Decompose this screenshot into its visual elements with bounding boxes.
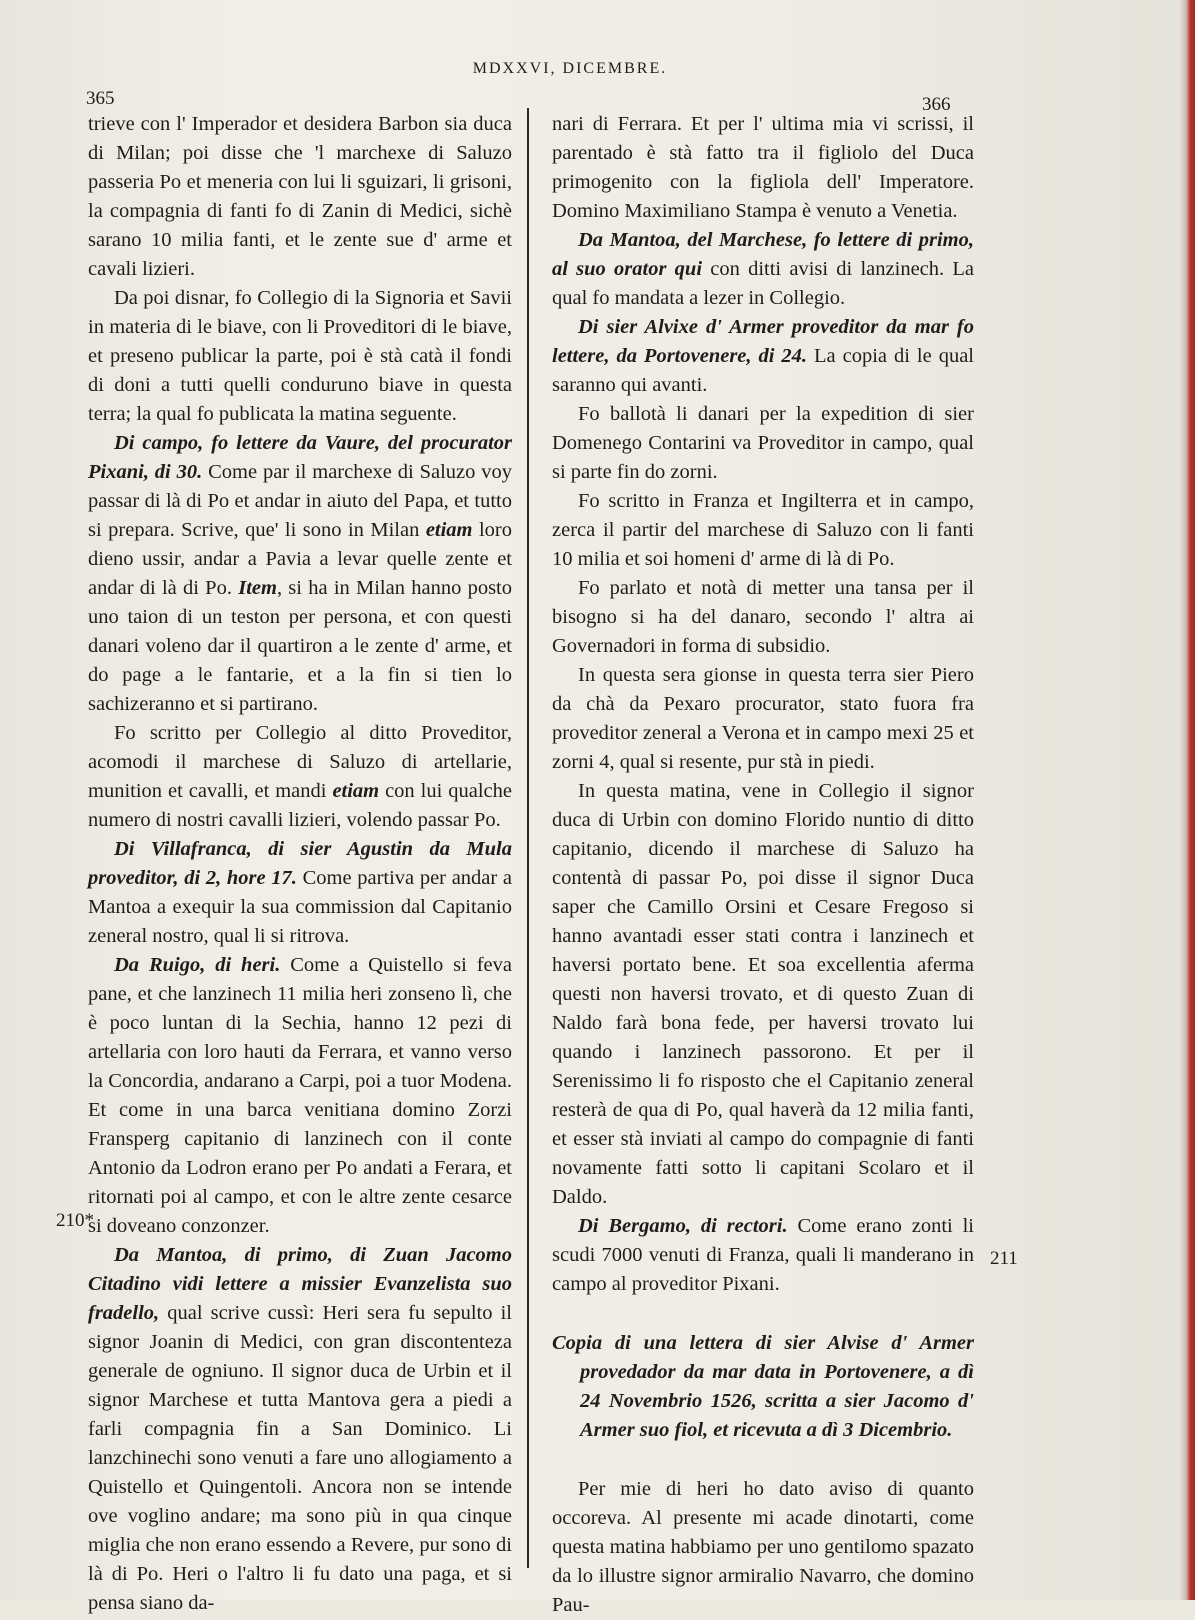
paragraph	[552, 226, 974, 313]
italic-word: etiam	[332, 780, 380, 802]
italic-word: Item	[238, 577, 277, 599]
paragraph-lead: Da Mantoa, di primo, di Zuan Jacomo Citadino vidi lettere a missier Evanzelista suo fradello,	[88, 1244, 512, 1324]
paragraph	[88, 429, 512, 719]
paragraph: In questa matina, vene in Collegio il signor duca di Urbin con domino Florido nuntio di ditto capitanio, dicendo il marchese di Saluzo ha contentà di passar Po, poi disse il signor Duca saper che Camillo Orsini et Cesare Fregoso si hanno avantadi esser stati contra i lanzinech et haversi portato bene. Et soa excellentia aferma questi non haversi trovato, et di questo Zuan di Naldo farà bona fede, per haversi trovato lui quando i lanzinech passorono. Et per il Serenissimo li fo risposto che el Capitanio zeneral resterà de qua di Po, qual haverà da 12 milia fanti, et esser stà inviati al campo do compagnie di fanti novamente fatti sotto li capitani Scolaro et il Daldo.	[552, 780, 974, 1208]
paragraph-lead: Di campo, fo lettere da Vaure, del procurator Pixani, di 30.	[88, 432, 512, 483]
paragraph	[88, 1241, 512, 1618]
column-divider	[527, 108, 529, 1568]
paragraph-text: con lui qualche numero di nostri cavalli lizieri, volendo passar Po.	[88, 780, 512, 831]
paragraph: trieve con l' Imperador et desidera Barbon sia duca di Milan; poi disse che 'l marchexe di Saluzo passeria Po et meneria con lui li sguizari, li grisoni, la compagnia di fanti fo di Zanin di Medici, sichè sarano 10 milia fanti, et le zente sue d' arme et cavali lizieri.	[88, 113, 512, 280]
right-column-number: 366	[922, 94, 951, 115]
paragraph-text: loro dieno ussir, andar a Pavia a levar quelle zente et andar di là di Po.	[88, 519, 512, 599]
paragraph-text: con ditti avisi di lanzinech. La qual fo mandata a lezer in Collegio.	[552, 258, 975, 309]
paragraph-lead: Da Mantoa, del Marchese, fo lettere di primo, al suo orator qui	[552, 229, 974, 280]
paragraph	[88, 951, 512, 1241]
paragraph-lead: Di Villafranca, di sier Agustin da Mula proveditor, di 2, hore 17.	[88, 838, 512, 889]
paragraph-text: Come a Quistello si feva pane, et che lanzinech 11 milia heri zonseno lì, che è poco luntan di la Sechia, hanno 12 pezi di artellaria con loro hauti da Ferrara, et vanno verso la Concordia, andarano a Carpi, poi a tuor Modena. Et come in una barca venitiana domino Zorzi Fransperg capitanio di lanzinech con il conte Antonio da Lodron erano per Po andati a Ferara, et ritornati poi al campo, et con le altre zente cesarce si doveano conzonzer.	[88, 954, 512, 1237]
left-column-number: 365	[86, 88, 115, 109]
paragraph: Fo parlato et notà di metter una tansa per il bisogno si ha del danaro, secondo l' altra ai Governadori in forma di subsidio.	[552, 577, 974, 657]
paragraph-text: Fo scritto per Collegio al ditto Proveditor, acomodi il marchese di Saluzo di artellarie, munition et cavalli, et mandi	[88, 722, 512, 802]
paragraph-text: qual scrive cussì: Heri sera fu sepulto il signor Joanin di Medici, con gran discontenteza generale de ogniuno. Il signor duca de Urbin et il signor Marchese et tutta Mantova gera a piedi a farli compagnia fin a San Dominico. Li lanzchinechi sono venuti a fare uno allogiamento a Quistello et Quingentoli. Ancora non se intende ove voglino andare; ma sono più in qua cinque miglia che non erano essendo a Revere, pur sono di là di Po. Heri o l'altro li fu dato una paga, et si pensa siano da-	[88, 1302, 512, 1614]
paragraph	[88, 719, 512, 835]
paragraph: Per mie di heri ho dato aviso di quanto occoreva. Al presente mi acade dinotarti, come questa matina habbiamo per uno gentilomo spazato da lo illustre signor armiralio Navarro, che domino Pau-	[552, 1478, 974, 1616]
paragraph: Da poi disnar, fo Collegio di la Signoria et Savii in materia di le biave, con li Proveditori di le biave, et preseno publicar la parte, poi è stà catà il fondi di doni a tutti quelli conduruno biave in questa terra; la qual fo publicata la matina seguente.	[88, 287, 512, 425]
paragraph-text: Come partiva per andar a Mantoa a exequir la sua commission dal Capitanio zeneral nostro, qual li si ritrova.	[88, 867, 512, 947]
paragraph-lead: Di Bergamo, di rectori.	[578, 1215, 788, 1237]
paragraph: nari di Ferrara. Et per l' ultima mia vi scrissi, il parentado è stà fatto tra il figliolo del Duca primogenito con la figliola dell' Imperatore. Domino Maximiliano Stampa è venuto a Venetia.	[552, 113, 974, 222]
paragraph: Fo ballotà li danari per la expedition di sier Domenego Contarini va Proveditor in campo, qual si parte fin do zorni.	[552, 403, 974, 483]
paragraph: Fo scritto in Franza et Ingilterra et in campo, zerca il partir del marchese di Saluzo con li fanti 10 milia et soi homeni d' arme di là di Po.	[552, 490, 974, 570]
paragraph-text: Come erano zonti li scudi 7000 venuti di Franza, quali li manderano in campo al proveditor Pixani.	[552, 1215, 975, 1295]
paragraph	[88, 835, 512, 951]
paragraph-lead: Da Ruigo, di heri.	[114, 954, 281, 976]
italic-word: etiam	[425, 519, 473, 541]
paragraph-text: Come par il marchexe di Saluzo voy passar di là di Po et andar in aiuto del Papa, et tutto si prepara. Scrive, que' li sono in Milan	[88, 461, 512, 541]
letter-heading: Copia di una lettera di sier Alvise d' Armer provedador da mar data in Portovenere, a dì 24 Novembrio 1526, scritta a sier Jacomo d' Armer suo fiol, et ricevuta a dì 3 Dicembrio.	[552, 1332, 974, 1441]
paragraph-text: La copia di le qual saranno qui avanti.	[552, 345, 974, 396]
book-binding-edge	[1179, 0, 1195, 1600]
paragraph	[552, 313, 974, 400]
paragraph: In questa sera gionse in questa terra sier Piero da chà da Pexaro procurator, stato fuora fra proveditor zeneral a Verona et in campo mexi 25 et zorni 4, qual si resente, pur stà in piedi.	[552, 664, 974, 773]
left-column	[88, 110, 512, 1618]
paragraph	[552, 1212, 974, 1299]
margin-number-left: 210*	[56, 1210, 94, 1231]
paragraph-lead: Di sier Alvixe d' Armer proveditor da mar fo lettere, da Portovenere, di 24.	[552, 316, 974, 367]
right-column	[552, 110, 974, 1620]
running-header: MDXXVI, DICEMBRE.	[472, 60, 668, 77]
margin-number-right: 211	[990, 1248, 1018, 1269]
paragraph-text: , si ha in Milan hanno posto uno taion di un teston per persona, et con questi danari voleno dar il quartiron a le zente d' arme, et do page a le fantarie, et a la fin si tien lo sachizeranno et si partirano.	[88, 577, 512, 715]
